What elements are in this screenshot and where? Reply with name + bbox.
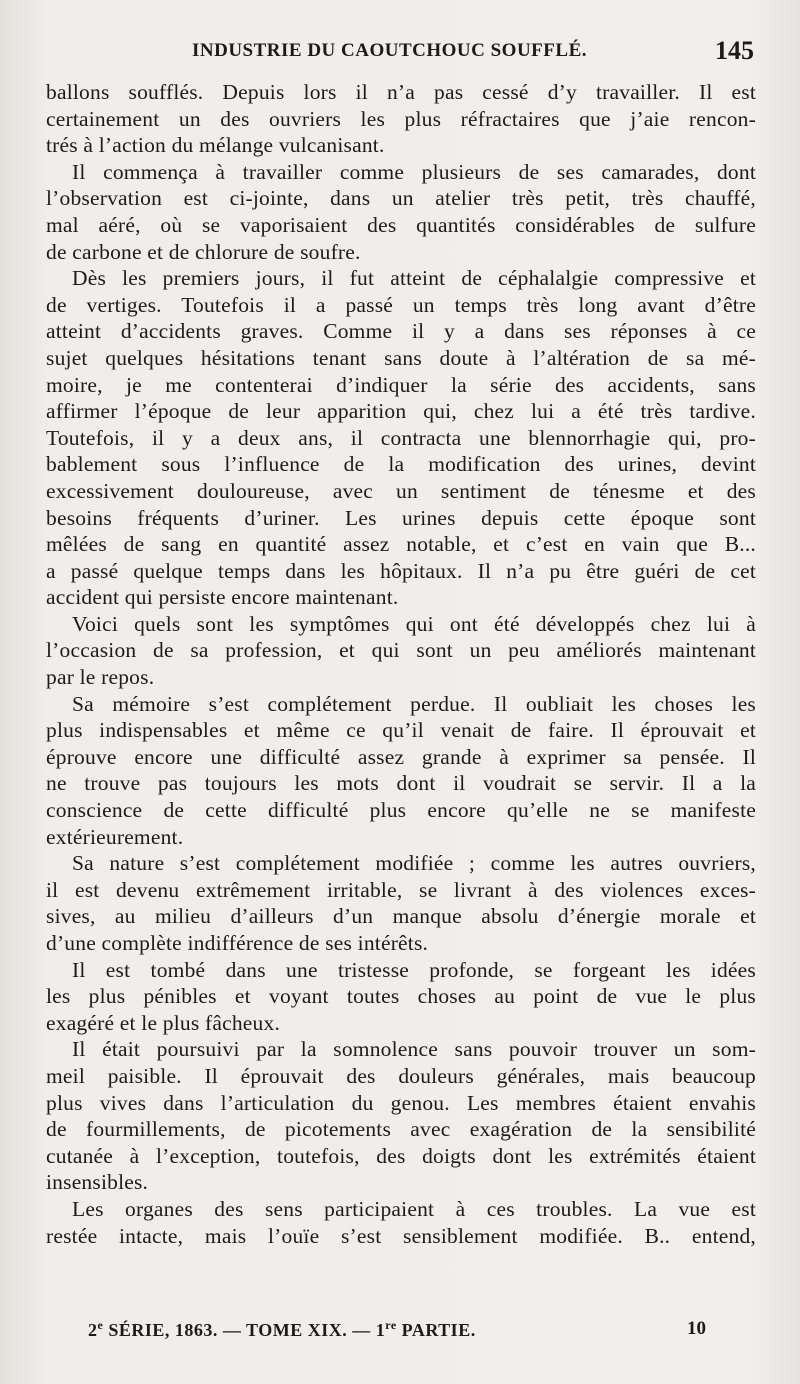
text-line: Il est tombé dans une tristesse profonde, se forgeant les idées — [72, 957, 756, 982]
text-line: Il était poursuivi par la somnolence sans pouvoir trouver un som- — [72, 1037, 756, 1062]
text-line: de vertiges. Toutefois il a passé un temps très long avant d’être — [46, 292, 756, 317]
text-line: Toutefois, il y a deux ans, il contracta une blennorrhagie qui, pro- — [46, 425, 756, 450]
text-line: sives, au milieu d’ailleurs d’un manque absolu d’énergie morale et — [46, 904, 756, 929]
paragraph — [46, 1196, 756, 1249]
text-line: Les organes des sens participaient à ces troubles. La vue est — [72, 1196, 756, 1221]
text-line: mêlées de sang en quantité assez notable, et c’est en vain que B... — [46, 532, 756, 557]
text-line: Sa mémoire s’est complétement perdue. Il oubliait les choses les — [72, 691, 756, 716]
text-line: meil paisible. Il éprouvait des douleurs générales, mais beaucoup — [46, 1063, 756, 1088]
text-line: les plus pénibles et voyant toutes choses au point de vue le plus — [46, 984, 756, 1009]
text-line: l’occasion de sa profession, et qui sont un peu améliorés maintenant — [46, 638, 756, 663]
text-line: plus indispensables et même ce qu’il venait de faire. Il éprouvait et — [46, 718, 756, 743]
signature-mark: 10 — [687, 1318, 706, 1339]
page-header — [44, 38, 758, 68]
text-line: moire, je me contenterai d’indiquer la série des accidents, sans — [46, 372, 756, 397]
text-line: bablement sous l’influence de la modification des urines, devint — [46, 452, 756, 477]
series-line — [88, 1318, 476, 1341]
text-line: sujet quelques hésitations tenant sans doute à l’altération de sa mé- — [46, 345, 756, 370]
text-line: ne trouve pas toujours les mots dont il voudrait se servir. Il a la — [46, 771, 756, 796]
paragraph — [46, 850, 756, 956]
text-line: d’une complète indifférence de ses intérêts. — [46, 931, 429, 955]
part-text: PARTIE. — [396, 1320, 476, 1340]
text-line: accident qui persiste encore maintenant. — [46, 585, 399, 610]
paragraph — [46, 159, 756, 265]
text-line: trés à l’action du mélange vulcanisant. — [46, 133, 385, 158]
text-line: extérieurement. — [46, 824, 184, 849]
paragraph — [46, 691, 756, 851]
text-line: Sa nature s’est complétement modifiée ; comme les autres ouvriers, — [72, 851, 756, 876]
text-line: par le repos. — [46, 665, 155, 690]
text-line: de fourmillements, de picotements avec exagération de la sensibilité — [46, 1117, 756, 1142]
paragraph — [46, 611, 756, 691]
text-line: l’observation est ci-jointe, dans un atelier très petit, très chauffé, — [46, 186, 756, 211]
body-text — [46, 79, 756, 1249]
text-line: Dès les premiers jours, il fut atteint de céphalalgie compressive et — [72, 266, 756, 291]
text-line: éprouve encore une difficulté assez grande à exprimer sa pensée. Il — [46, 744, 756, 769]
text-line: ballons soufflés. Depuis lors il n’a pas cessé d’y travailler. Il est — [46, 80, 756, 104]
text-line: exagéré et le plus fâcheux. — [46, 1010, 281, 1035]
text-line: a passé quelque temps dans les hôpitaux. Il n’a pu être guéri de cet — [46, 558, 756, 583]
text-line: de carbone et de chlorure de soufre. — [46, 239, 361, 264]
text-line: conscience de cette difficulté plus encore qu’elle ne se manifeste — [46, 798, 756, 823]
text-line: besoins fréquents d’uriner. Les urines depuis cette époque sont — [46, 505, 756, 530]
paragraph — [46, 265, 756, 611]
text-line: certainement un des ouvriers les plus réfractaires que j’aie rencon- — [46, 106, 756, 131]
page-footer — [88, 1318, 728, 1346]
running-title: INDUSTRIE DU CAOUTCHOUC SOUFFLÉ. — [192, 40, 587, 61]
text-line: atteint d’accidents graves. Comme il y a dans ses réponses à ce — [46, 319, 756, 344]
part-sup: re — [385, 1318, 397, 1332]
text-line: affirmer l’époque de leur apparition qui, chez lui a été très tardive. — [46, 399, 756, 424]
text-line: insensibles. — [46, 1170, 149, 1195]
text-line: il est devenu extrêmement irritable, se livrant à des violences exces- — [46, 877, 756, 902]
paragraph — [46, 957, 756, 1037]
paragraph — [46, 1036, 756, 1196]
text-line: restée intacte, mais l’ouïe s’est sensiblement modifiée. B.. entend, — [46, 1223, 756, 1248]
text-line: cutanée à l’exception, toutefois, des doigts dont les extrémités étaient — [46, 1143, 756, 1168]
text-line: Voici quels sont les symptômes qui ont été développés chez lui à — [72, 611, 756, 636]
series-sup: e — [97, 1318, 104, 1332]
text-line: plus vives dans l’articulation du genou. Les membres étaient envahis — [46, 1090, 756, 1115]
series-number: 2 — [88, 1320, 98, 1340]
text-line: excessivement douloureuse, avec un sentiment de ténesme et des — [46, 478, 756, 503]
paragraph — [46, 79, 756, 159]
series-text: SÉRIE, 1863. — TOME XIX. — 1 — [103, 1320, 386, 1340]
text-line: mal aéré, où se vaporisaient des quantités considérables de sulfure — [46, 212, 756, 237]
text-line: Il commença à travailler comme plusieurs de ses camarades, dont — [72, 159, 756, 184]
page-number: 145 — [715, 36, 754, 65]
